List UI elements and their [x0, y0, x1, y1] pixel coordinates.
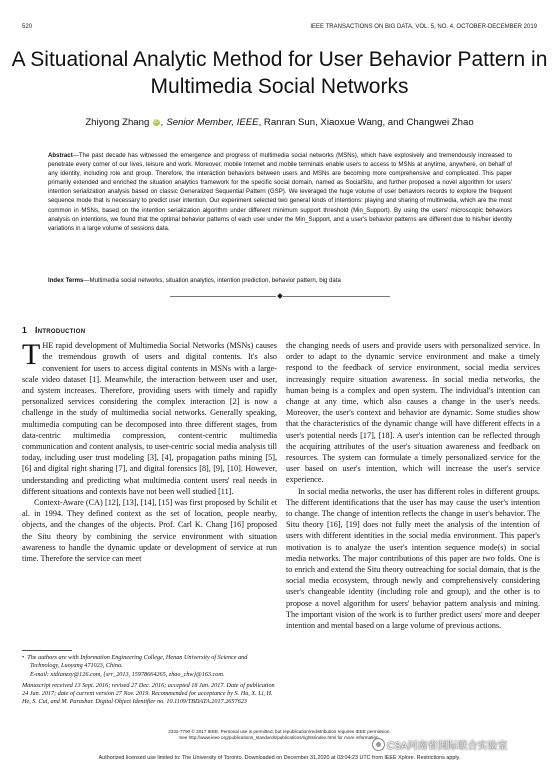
footnote — [22, 654, 277, 707]
dropcap-continuation: HE — [42, 341, 54, 351]
footnote-emails: E-mail: xidianzzy@126.com, {srr_2013, 15978664265, zhao_chw}@163.com. — [30, 670, 225, 678]
left-column — [22, 325, 277, 564]
intro-paragraph-1-text: rapid development of Multimedia Social Networks (MSNs) causes the tremendous growth of users and digital contents. It's also convenient for users to access digital contents in MSNs with a large-scale video dataset [1]. Meanwhile, the interaction between user and user, and system increases. Therefore, providing users with timely and rapidly personalized services considering the complex interaction [2] is now a challenge in the study of multimedia social networks. Generally speaking, multimedia computing can be decomposed into three different stages, from data-centric multimedia compression, content-centric multimedia communication and content analysis, to user-centric social media analysis till today, including user trust modeling [3], [4], propagation paths mining [5], [6] and digital right sharing [7], and digital forensics [8], [9], [10]. However, understanding and predicting what multimedia content users' real needs in different situations and contexts have not been well studied [11]. — [22, 341, 277, 496]
watermark-text: CSA河南省国际联合实验室 — [387, 741, 508, 752]
running-header — [22, 24, 537, 34]
footnote-history: Manuscript received 13 Sept. 2016; revised 27 Dec. 2016; accepted 18 Jan. 2017. Date of publication 24 Jan. 2017; date of current version 27 Nov. 2019. Recommended for acceptance by S. Hu, X. Li, H. He, S. Cui, and M. Parashar. Digital Object Identifier no. 10.1109/TBDATA.2017.2657623 — [22, 681, 275, 706]
section-title: Introduction — [35, 325, 86, 335]
author-line — [10, 117, 549, 128]
intro-paragraph-1 — [22, 340, 277, 497]
intro-paragraph-2: Context-Aware (CA) [12], [13], [14], [15] was first proposed by Schilit et al. in 1994. They defined context as the set of location, people nearby, objects, and the changes of the objects. Prof. Carl K. Chang [16] proposed the Situ theory by combining the service environment with situation awareness to handle the dynamic update or development of service at run time. Therefore the service can meet — [22, 498, 277, 564]
divider-diamond-icon — [276, 293, 283, 300]
index-terms — [48, 276, 512, 285]
authorized-use-notice: Authorized licensed use limited to: The University of Toronto. Downloaded on December 31,2020 at 03:04:23 UTC from IEEE Xplore. Restrictions apply. — [98, 755, 461, 761]
orcid-icon[interactable]: iD — [154, 119, 159, 125]
author-rest: , Ranran Sun, Xiaoxue Wang, and Changwei Zhao — [258, 117, 474, 128]
abstract-text: —The past decade has witnessed the emergence and progress of multimedia social networks (MSNs), which have explosively and tremendously increased to penetrate every corner of our lives, leisure and work. Moreover, mobile Internet and mobile terminals enable users to access to MSNs at anytime, anywhere, on behalf of any identity, including role and group. Therefore, the interaction behaviors between users and MSNs are becoming more comprehensive and complicated. This paper primarily extended and enriched the situation analytics framework for the specific social domain, named as SocialSitu, and further proposed a novel algorithm for users' intention serialization analysis based on classic Generalized Sequential Pattern (GSP). We leveraged the huge volume of user behaviors records to explore the frequent sequence mode that is necessary to predict user intention. Our experiment selected two general kinds of intentions: playing and sharing of multimedia, which are the most common in MSNs, based on the intention serialization algorithm under different minimum support threshold (Min_Support). By using the users' microscopic behaviors analysis on intentions, we found that the optimal behavior patterns of each user under the Min_Support, and a user's behavior patterns are different due to his/her identity variations in a large volume of sessions data. — [48, 152, 512, 232]
paper-title: A Situational Analytic Method for User Behavior Pattern in Multimedia Social Networks — [11, 48, 548, 98]
intro-paragraph-3: the changing needs of users and provide users with personalized service. In order to adapt to the dynamic service environment and make a timely respond to the feedback of service environment, social media services increasingly require situation awareness. In social media networks, the human being is a complex and open system. The individual's intention can change at any time, which also causes a change in the user's needs. Moreover, the user's context and behavior are dynamic. Some studies show that the characteristics of the dynamic change will have different effects in a user's potential needs [17], [18]. A user's intention can be reflected through the acquiring attributes of the user's situation awareness and feedback on resources. The system can formulate a timely personalized service for the user based on user's intention, which will increase the user's service experience. — [286, 341, 540, 485]
abstract — [48, 151, 512, 233]
section-heading — [22, 325, 277, 336]
index-terms-text: —Multimedia social networks, situation analytics, intention prediction, behavior pattern, big data — [83, 277, 341, 284]
wechat-icon — [372, 738, 385, 751]
index-terms-label: Index Terms — [48, 277, 84, 284]
dropcap: T — [22, 338, 41, 372]
author-membership: , Senior Member, IEEE — [160, 117, 259, 128]
journal-info: IEEE TRANSACTIONS ON BIG DATA, VOL. 5, NO. 4, OCTOBER-DECEMBER 2019 — [310, 24, 537, 30]
right-column — [286, 340, 540, 631]
abstract-label: Abstract — [48, 152, 73, 159]
watermark — [372, 737, 508, 752]
page-number: 520 — [22, 24, 33, 30]
copyright-line-1: 2332-7790 © 2017 IEEE. Personal use is permitted, but republication/redistribution requires IEEE permission. — [168, 729, 391, 734]
section-number: 1 — [22, 325, 28, 335]
footnote-affiliation: • The authors are with Information Engineering College, Henan University of Science and Technology, Luoyang 471023, China. E-mail: xidianzzy@126.com, {srr_2013, 15978664265, zhao_chw}@163.com. — [22, 654, 248, 678]
footnote-rule — [22, 650, 72, 651]
intro-paragraph-4: In social media networks, the user has different roles in different groups. The different identifications that the user has may cause the user's intention to change. The change of intention reflects the change in user's behavior. The Situ theory [16], [19] does not fully meet the analysis of the intention of users with different identities in the social media environment. This paper's motivation is to analyze the user's intention sequence mode(s) in social media networks. The major contributions of this paper are two folds. One is to enrich and extend the Situ theory outreaching for social domain, that is the social media ecosystem, through newly and comprehensively considering user's changeable identity (including role and group), and the other is to propose a novel algorithm for users' behavior pattern analysis and mining. The important vision of the work is to further predict users' more and deeper intention and mental based on a large volume of previous actions. — [286, 486, 540, 631]
copyright-line-2[interactable]: See http://www.ieee.org/publications_standards/publications/rights/index.html for more information. — [179, 735, 380, 740]
author-first: Zhiyong Zhang — [85, 117, 150, 128]
